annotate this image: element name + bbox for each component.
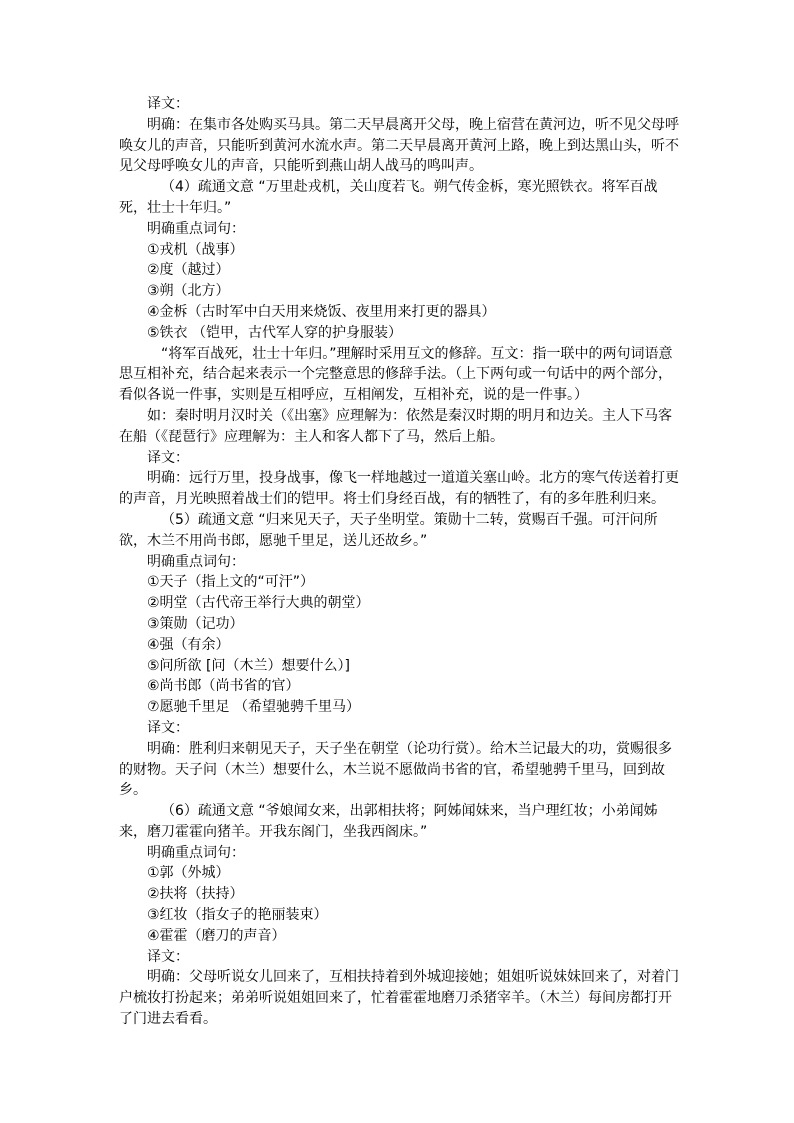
- paragraph: ①天子（指上文的“可汗”）: [147, 574, 315, 591]
- paragraph: 明确：远行万里，投身战事，像飞一样地越过一道道关塞山岭。北方的寒气传送着打更的声音，月光映照着战士们的铠甲。将士们身经百战，有的牺牲了，有的多年胜利归来。: [119, 470, 679, 508]
- paragraph: ①戎机（战事）: [147, 241, 244, 258]
- paragraph: ②度（越过）: [147, 262, 230, 279]
- paragraph: 明确：在集市各处购买马具。第二天早晨离开父母，晚上宿营在黄河边，听不见父母呼唤女儿的声音，只能听到黄河水流水声。第二天早晨离开黄河上路，晚上到达黑山头，听不见父母呼唤女儿的声音，只能听到燕山胡人战马的鸣叫声。: [119, 116, 679, 175]
- paragraph: 明确：父母听说女儿回来了，互相扶持着到外城迎接她；姐姐听说妹妹回来了，对着门户梳妆打扮起来；弟弟听说姐姐回来了，忙着霍霍地磨刀杀猪宰羊。（木兰）每间房都打开了门进去看看。: [119, 969, 679, 1028]
- paragraph: 如：秦时明月汉时关（《出塞》应理解为：依然是秦汉时期的明月和边关。主人下马客在船（《琵琶行》应理解为：主人和客人都下了马，然后上船。: [119, 407, 672, 445]
- paragraph: （6）疏通文意 “爷娘闻女来，出郭相扶将；阿姊闻妹来，当户理红妆；小弟闻姊来，磨刀霍霍向猪羊。开我东阁门，坐我西阁床。”: [119, 803, 658, 840]
- paragraph: ②扶将（扶持）: [147, 886, 244, 903]
- document-body: [119, 94, 679, 1030]
- paragraph: 译文：: [147, 449, 189, 466]
- paragraph: 明确重点词句：: [147, 844, 245, 861]
- paragraph: （4）疏通文意 “万里赴戎机，关山度若飞。朔气传金柝，寒光照铁衣。将军百战死，壮士十年归。”: [119, 179, 658, 216]
- paragraph: ④金柝（古时军中白天用来烧饭、夜里用来打更的器具）: [147, 303, 496, 320]
- paragraph: ④霍霍（磨刀的声音）: [147, 927, 286, 944]
- paragraph: ⑤问所欲 [问（木兰）想要什么）]: [147, 657, 350, 674]
- paragraph: 明确：胜利归来朝见天子，天子坐在朝堂（论功行赏）。给木兰记最大的功，赏赐很多的财物。天子问（木兰）想要什么，木兰说不愿做尚书省的官，希望驰骋千里马，回到故乡。: [119, 740, 672, 799]
- paragraph: ①郭（外城）: [147, 865, 230, 882]
- paragraph: “将军百战死，壮士十年归。”理解时采用互文的修辞。互文：指一联中的两句词语意思互相补充，结合起来表示一个完整意思的修辞手法。（上下两句或一句话中的两个部分，看似各说一件事，实则是互相呼应，互相阐发，互相补充，说的是一件事。）: [119, 345, 673, 404]
- paragraph: 译文：: [147, 96, 189, 112]
- paragraph: ③策勋（记功）: [147, 615, 244, 632]
- paragraph: ⑥尚书郎（尚书省的官）: [147, 678, 300, 695]
- paragraph: ②明堂（古代帝王举行大典的朝堂）: [147, 595, 370, 612]
- paragraph: ③红妆（指女子的艳丽装束）: [147, 907, 328, 924]
- paragraph: ④强（有余）: [147, 636, 230, 653]
- paragraph: 明确重点词句：: [147, 220, 245, 237]
- paragraph: ③朔（北方）: [147, 283, 230, 300]
- paragraph: （5）疏通文意 “归来见天子，天子坐明堂。策勋十二转，赏赐百千强。可汗问所欲，木兰不用尚书郎，愿驰千里足，送儿还故乡。”: [119, 511, 658, 549]
- paragraph: ⑦愿驰千里足 （希望驰骋千里马）: [147, 699, 361, 716]
- paragraph: 译文：: [147, 719, 189, 736]
- paragraph: 译文：: [147, 948, 189, 965]
- paragraph: ⑤铁衣 （铠甲，古代军人穿的护身服装）: [147, 324, 402, 341]
- paragraph: 明确重点词句：: [147, 553, 245, 570]
